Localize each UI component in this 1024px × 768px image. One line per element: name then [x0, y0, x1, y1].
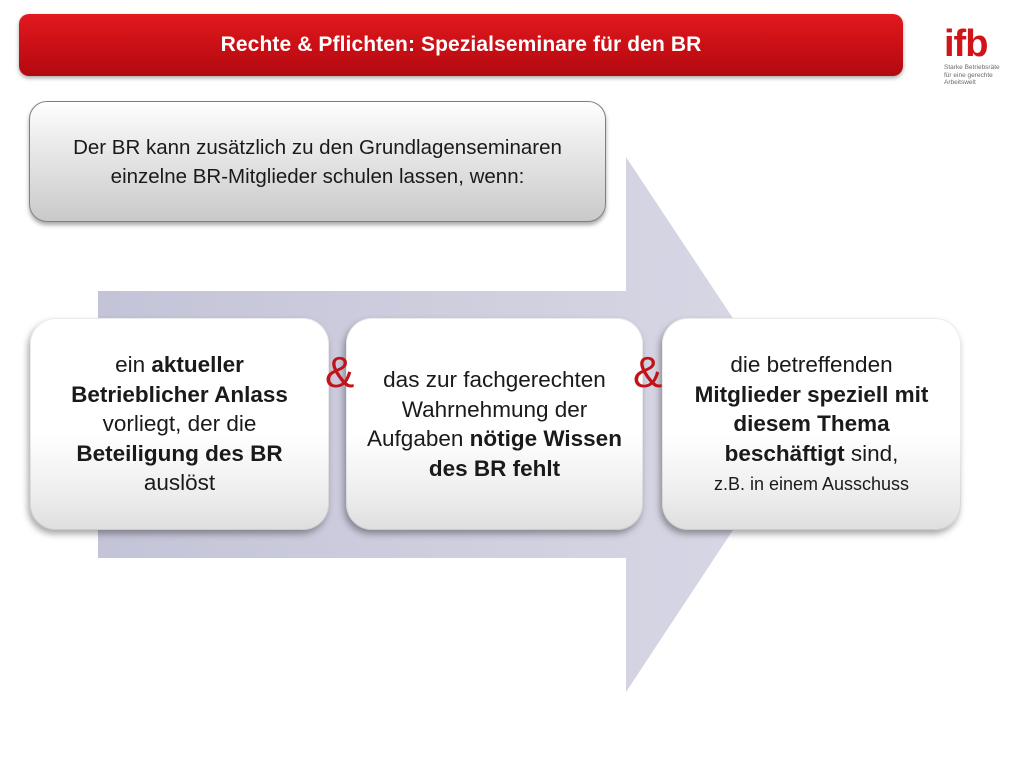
condition-text-3 [678, 350, 945, 498]
intro-text: Der BR kann zusätzlich zu den Grundlagenseminaren einzelne BR-Mitglieder schulen lassen, wenn: [73, 135, 562, 188]
condition-2-part-2: nötige Wissen des BR fehlt [428, 426, 622, 481]
condition-1-part-1: ein [115, 352, 152, 378]
condition-3-part-3: sind, [844, 440, 899, 466]
ampersand-connector-2: & [633, 348, 663, 397]
condition-box-2 [346, 318, 643, 530]
condition-1-part-5: auslöst [143, 470, 216, 496]
condition-3-part-2: Mitglieder speziell mit diesem Thema beschäftigt [694, 381, 929, 466]
condition-box-3 [662, 318, 961, 530]
condition-3-example: z.B. in einem Ausschuss [713, 474, 910, 495]
condition-text-2 [362, 365, 627, 483]
condition-text-1 [46, 350, 313, 498]
slide-title: Rechte & Pflichten: Spezialseminare für den BR [220, 33, 702, 56]
title-bar [19, 14, 903, 76]
condition-2-part-1: das zur fachgerechten Wahrnehmung der Aufgaben [367, 367, 606, 451]
condition-box-1 [30, 318, 329, 530]
condition-1-part-2: aktueller Betrieblicher Anlass [71, 352, 288, 407]
condition-1-part-3: vorliegt, der die [102, 411, 257, 437]
logo-wordmark: ifb [944, 23, 988, 65]
condition-1-part-4: Beteiligung des BR [76, 440, 283, 466]
ifb-logo [944, 23, 1010, 90]
intro-box [29, 101, 606, 222]
ampersand-connector-1: & [325, 348, 355, 397]
logo-tagline: Starke Betriebsräte für eine gerechte Arbeitswelt [944, 64, 1000, 86]
condition-3-part-1: die betreffenden [730, 352, 893, 378]
